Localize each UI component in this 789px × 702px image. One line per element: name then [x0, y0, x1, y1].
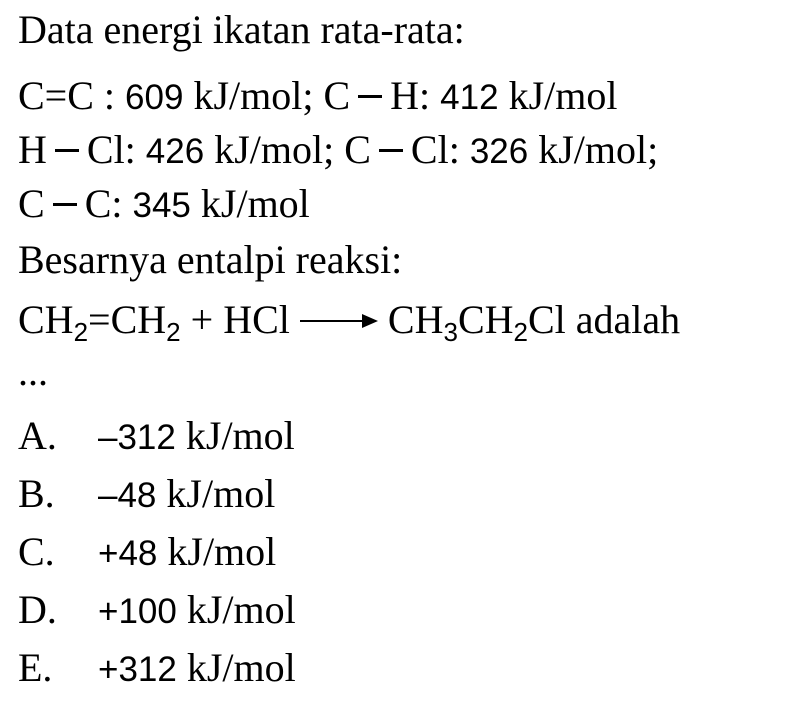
subscript: 2	[73, 317, 89, 347]
product-ch: CH	[387, 297, 444, 342]
option-unit: kJ/mol	[186, 645, 296, 690]
option-value: +312	[98, 650, 177, 689]
bond-line-1	[18, 73, 618, 118]
cc-double-value: 609	[125, 78, 184, 117]
option-c[interactable]	[18, 529, 277, 574]
option-value: –48	[98, 476, 157, 515]
reaction-line	[18, 297, 681, 347]
hcl-right: Cl:	[86, 127, 136, 172]
option-letter: B.	[18, 471, 55, 516]
cc-double-label: C=C :	[18, 73, 116, 118]
ccl-right: Cl:	[410, 127, 460, 172]
option-letter: E.	[18, 645, 53, 690]
cc-single-right: C:	[84, 181, 123, 226]
option-unit: kJ/mol	[186, 587, 296, 632]
reactant-ch: CH	[18, 297, 74, 342]
ch-right: H:	[390, 73, 431, 118]
ellipsis: ...	[18, 349, 48, 394]
prompt-text: Besarnya entalpi reaksi:	[18, 237, 403, 282]
cc-single-left: C	[18, 181, 45, 226]
prompt-line	[18, 237, 403, 282]
subscript: 2	[513, 317, 528, 347]
option-d[interactable]	[18, 587, 296, 632]
hcl-value: 426	[145, 132, 205, 171]
bond-dash	[55, 149, 79, 152]
option-letter: D.	[18, 587, 57, 632]
bond-dash	[379, 149, 403, 152]
option-unit: kJ/mol	[166, 471, 276, 516]
ccl-unit: kJ/mol;	[538, 127, 659, 172]
bond-line-2	[18, 127, 659, 172]
reaction-tail: adalah	[575, 297, 681, 342]
reactant-eq-ch: =CH	[88, 297, 167, 342]
product-cl: Cl	[527, 297, 566, 342]
ccl-left: C	[344, 127, 371, 172]
bond-dash	[358, 95, 382, 98]
option-value: +48	[98, 534, 158, 573]
product-ch: CH	[457, 297, 514, 342]
subscript: 3	[443, 317, 458, 347]
option-b[interactable]	[18, 471, 276, 516]
option-e[interactable]	[18, 645, 296, 690]
option-value: –312	[98, 418, 176, 457]
bond-dash	[53, 203, 77, 206]
ch-value: 412	[440, 78, 499, 117]
product	[387, 297, 566, 347]
ccl-value: 326	[469, 132, 529, 171]
cc-single-unit: kJ/mol	[200, 181, 310, 226]
reaction-arrow-icon	[300, 314, 378, 328]
reactant-hcl: + HCl	[190, 297, 290, 342]
option-value: +100	[98, 592, 177, 631]
hcl-unit: kJ/mol;	[214, 127, 335, 172]
ellipsis-line	[18, 349, 48, 394]
intro-text: Data energi ikatan rata-rata:	[18, 7, 465, 52]
option-a[interactable]	[18, 413, 295, 458]
hcl-left: H	[18, 127, 47, 172]
intro-line	[18, 7, 465, 52]
reactant-ethene	[18, 297, 181, 347]
subscript: 2	[166, 317, 181, 347]
bond-line-3	[18, 181, 310, 226]
cc-single-value: 345	[132, 186, 191, 225]
option-unit: kJ/mol	[185, 413, 295, 458]
ch-unit: kJ/mol	[508, 73, 618, 118]
option-letter: A.	[18, 413, 57, 458]
cc-double-unit: kJ/mol;	[193, 73, 314, 118]
option-unit: kJ/mol	[167, 529, 277, 574]
option-letter: C.	[18, 529, 55, 574]
ch-left: C	[323, 73, 351, 118]
